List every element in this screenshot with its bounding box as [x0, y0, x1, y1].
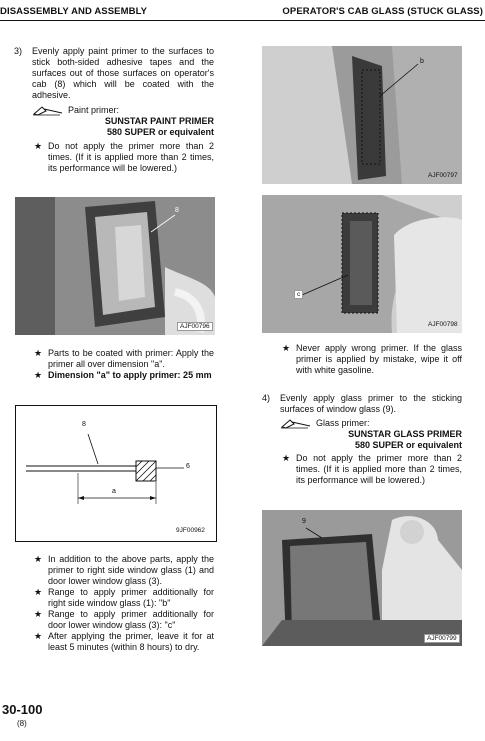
bullets-1 — [32, 348, 214, 381]
diagram-primer-dimension — [15, 405, 217, 542]
photo-door-lower-window-illustration — [262, 195, 462, 333]
note-1-text: Do not apply the primer more than 2 times. (If it is applied more than 2 times, its performance will be lowered.) — [48, 141, 214, 173]
photo4-code: AJF00799 — [424, 634, 460, 643]
photo-window-glass — [262, 510, 462, 646]
bullet-2-4 — [32, 631, 214, 653]
bullets-2 — [32, 554, 214, 653]
note-wrong-star: ★ — [282, 343, 291, 353]
paint-primer-label: Paint primer: — [68, 105, 120, 115]
diagram-callout-6: 6 — [186, 463, 190, 470]
note-1 — [32, 141, 214, 174]
note-wrong-primer — [280, 343, 462, 376]
bullet-2-4-star: ★ — [34, 631, 43, 641]
glass-primer-spec: 580 SUPER or equivalent — [354, 440, 462, 450]
paint-primer-spec: 580 SUPER or equivalent — [106, 127, 214, 137]
photo2-callout: b — [420, 58, 424, 65]
glass-primer-name: SUNSTAR GLASS PRIMER — [348, 429, 462, 439]
bullet-1-1-star: ★ — [34, 348, 43, 358]
photo-cab-frame — [15, 197, 215, 335]
bullet-2-3 — [32, 609, 214, 631]
photo4-callout: 9 — [302, 518, 306, 525]
photo1-code: AJF00796 — [177, 322, 213, 331]
photo3-code: AJF00798 — [428, 321, 458, 328]
note-2-text: Do not apply the primer more than 2 times. (If it is applied more than 2 times, its performance will be lowered.) — [296, 453, 462, 485]
glass-primer-brush-icon — [280, 418, 314, 429]
bullet-2-3-star: ★ — [34, 609, 43, 619]
page-number: 30-100 — [2, 702, 43, 717]
step-4-number: 4) — [262, 393, 271, 403]
photo-right-side-window-illustration — [262, 46, 462, 184]
diagram-code: 9JF00962 — [176, 527, 205, 534]
bullet-2-1-text: In addition to the above parts, apply the primer to right side window glass (1) and door lower window glass (3). — [48, 554, 214, 586]
note-wrong-text: Never apply wrong primer. If the glass primer is applied by mistake, wipe it off with white gasoline. — [296, 343, 462, 375]
header-left-title: DISASSEMBLY AND ASSEMBLY — [0, 6, 148, 17]
diagram-primer-dimension-drawing — [16, 406, 216, 541]
photo-cab-frame-illustration — [15, 197, 215, 335]
step-3 — [14, 46, 214, 101]
bullet-2-4-text: After applying the primer, leave it for at least 5 minutes (within 8 hours) to dry. — [48, 631, 214, 652]
bullet-2-1-star: ★ — [34, 554, 43, 564]
bullet-2-1 — [32, 554, 214, 587]
bullet-1-2-text: Dimension "a" to apply primer: 25 mm — [48, 370, 212, 380]
bullet-1-2 — [32, 370, 214, 381]
note-1-star: ★ — [34, 141, 43, 151]
photo-door-lower-window — [262, 195, 462, 333]
header-right-title: OPERATOR'S CAB GLASS (STUCK GLASS) — [282, 6, 483, 17]
glass-primer-label: Glass primer: — [316, 418, 370, 428]
diagram-dim-label: a — [112, 488, 116, 495]
header-rule — [0, 20, 485, 21]
step-4-text: Evenly apply glass primer to the sticking surfaces of window glass (9). — [280, 393, 462, 414]
bullet-2-2 — [32, 587, 214, 609]
diagram-callout-8: 8 — [82, 421, 86, 428]
bullet-1-1-text: Parts to be coated with primer: Apply the primer all over dimension "a". — [48, 348, 214, 369]
photo-right-side-window — [262, 46, 462, 184]
note-2 — [280, 453, 462, 486]
page-revision: (8) — [17, 719, 27, 728]
primer-brush-icon — [32, 105, 66, 116]
photo1-callout: 8 — [175, 207, 179, 214]
photo3-callout: c — [294, 290, 303, 299]
bullet-2-2-star: ★ — [34, 587, 43, 597]
bullet-2-2-text: Range to apply primer additionally for right side window glass (1): "b" — [48, 587, 214, 608]
bullet-1-1 — [32, 348, 214, 370]
photo-window-glass-illustration — [262, 510, 462, 646]
photo2-code: AJF00797 — [428, 172, 458, 179]
paint-primer-block — [32, 105, 214, 138]
bullet-1-2-star: ★ — [34, 370, 43, 380]
step-4 — [262, 393, 462, 415]
step-3-number: 3) — [14, 46, 23, 56]
step-3-text: Evenly apply paint primer to the surfaces to stick both-sided adhesive tapes and the surfaces out of those surfaces on operator's cab (8) which will be coated with the adhesive. — [32, 46, 214, 100]
paint-primer-name: SUNSTAR PAINT PRIMER — [104, 116, 214, 126]
glass-primer-block — [280, 418, 462, 451]
bullet-2-3-text: Range to apply primer additionally for door lower window glass (3): "c" — [48, 609, 214, 630]
note-2-star: ★ — [282, 453, 291, 463]
